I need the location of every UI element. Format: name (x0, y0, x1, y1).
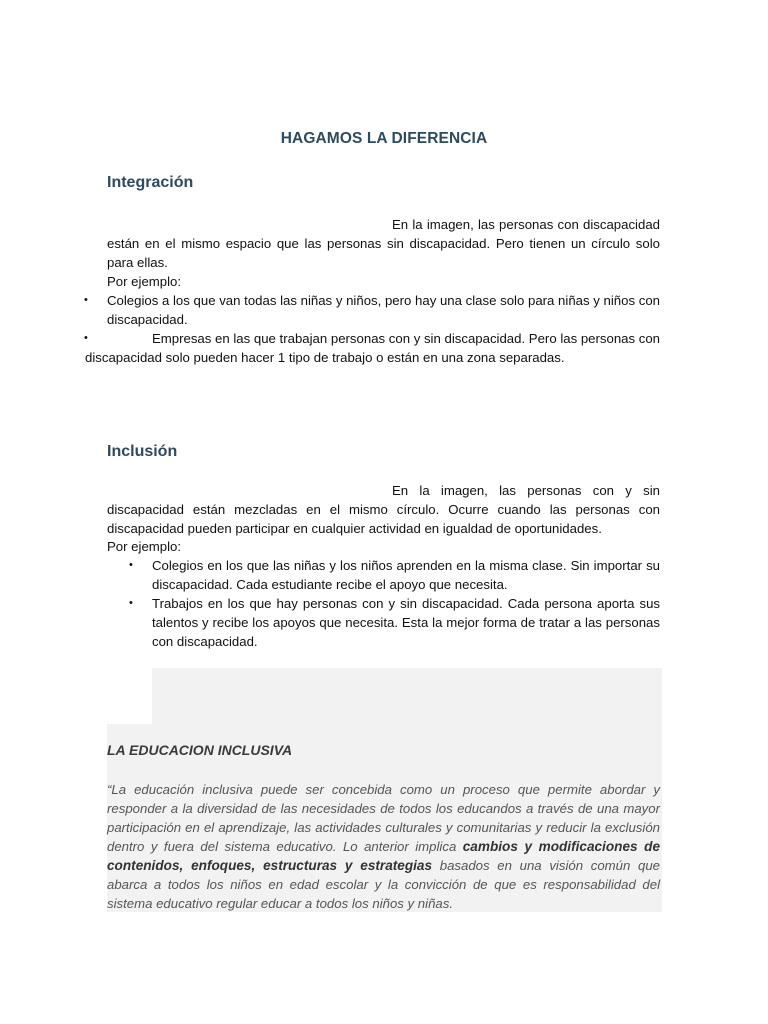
bullet-marker: • (129, 559, 133, 571)
bullet-marker: • (129, 597, 133, 609)
shaded-block-top (152, 668, 662, 725)
inclusion-bullet-2: Trabajos en los que hay personas con y sin discapacidad. Cada persona aporta sus talentos y recibe los apoyos que necesita. Esta la mejor forma de tratar a las personas con discapacidad. (152, 596, 660, 650)
heading-integracion: Integración (107, 174, 194, 191)
page-title: HAGAMOS LA DIFERENCIA (280, 130, 488, 147)
bullet-marker: • (84, 294, 88, 306)
inclusion-intro: En la imagen, las personas con y sin discapacidad están mezcladas en el mismo círculo. Ocurre cuando las personas con discapacidad pueden participar en cualquier actividad en igualdad de oportunidades. (107, 483, 660, 537)
inclusion-example-label: Por ejemplo: (107, 539, 182, 554)
integracion-example-label: Por ejemplo: (107, 274, 182, 289)
inclusion-bullet-1: Colegios en los que las niñas y los niños aprenden en la misma clase. Sin importar su discapacidad. Cada estudiante recibe el apoyo que necesita. (152, 558, 660, 593)
quote-text-2: basados en una visión común que abarca a todos los niños en edad escolar y la convicción de que es responsabilidad del sistema educativo regular educar a todos los niños y niñas. (107, 858, 660, 911)
educacion-quote (107, 780, 660, 913)
quote-bold-text: cambios y modificaciones de contenidos, enfoques, estructuras y estrategias (107, 839, 660, 873)
heading-educacion-inclusiva: LA EDUCACION INCLUSIVA (107, 742, 293, 758)
bullet-marker: • (84, 332, 88, 344)
integracion-bullet-1: Colegios a los que van todas las niñas y niños, pero hay una clase solo para niñas y niños con discapacidad. (107, 293, 660, 328)
integracion-intro: En la imagen, las personas con discapacidad están en el mismo espacio que las personas sin discapacidad. Pero tienen un círculo solo para ellas. (107, 217, 660, 271)
heading-inclusion: Inclusión (107, 443, 178, 460)
integracion-bullet-2: Empresas en las que trabajan personas con y sin discapacidad. Pero las personas con discapacidad solo pueden hacer 1 tipo de trabajo o están en una zona separadas. (85, 331, 661, 366)
quote-text-1: “La educación inclusiva puede ser concebida como un proceso que permite abordar y responder a la diversidad de las necesidades de todos los educandos a través de una mayor participación en el aprendizaje, las actividades culturales y comunitarias y reducir la exclusión dentro y fuera del sistema educativo. Lo anterior implica (107, 782, 660, 854)
